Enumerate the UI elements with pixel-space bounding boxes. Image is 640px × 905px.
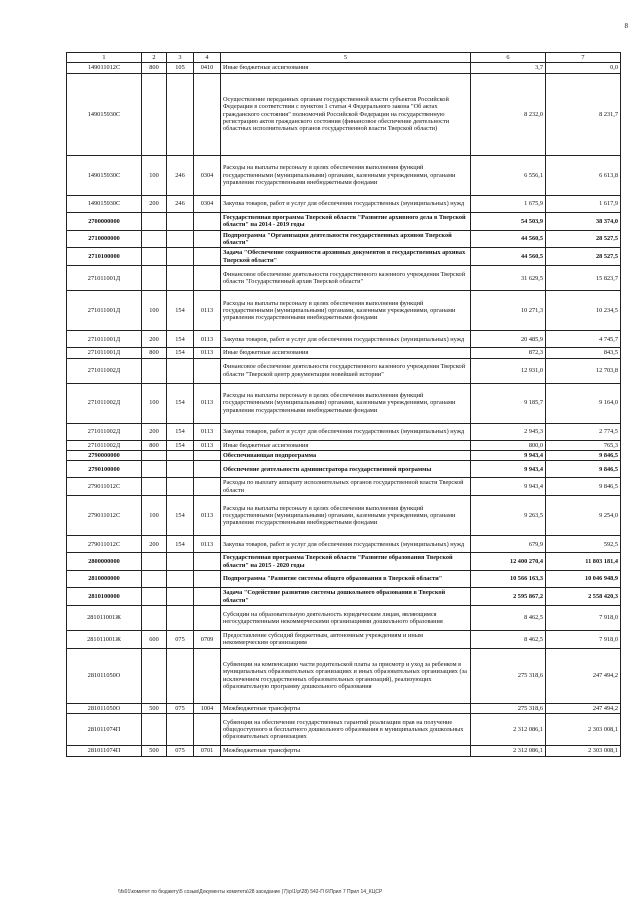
- plan-value-cell: 8 232,0: [471, 73, 546, 155]
- name-cell: Задача "Содействие развитию системы дошкольного образования в Тверской области": [221, 588, 471, 606]
- table-row: [67, 630, 621, 648]
- code-cell: 149015930С: [67, 195, 142, 212]
- table-row: [67, 195, 621, 212]
- code-cell: 271011001Д: [67, 291, 142, 331]
- table-row: [67, 291, 621, 331]
- table-row: [67, 423, 621, 440]
- col3-cell: [167, 461, 194, 478]
- name-cell: Иные бюджетные ассигнования: [221, 63, 471, 73]
- code-cell: 271011002Д: [67, 358, 142, 383]
- table-row: [67, 212, 621, 230]
- col2-cell: [142, 248, 167, 266]
- table-row: [67, 703, 621, 713]
- plan-value-cell: 44 560,5: [471, 230, 546, 248]
- col2-cell: [142, 605, 167, 630]
- code-cell: 271011001Д: [67, 331, 142, 348]
- code-cell: 279011012С: [67, 536, 142, 553]
- col4-cell: 0113: [194, 383, 221, 423]
- table-header-row: [67, 53, 621, 63]
- code-cell: 281011074П: [67, 746, 142, 756]
- col3-cell: 154: [167, 440, 194, 450]
- file-path-footer: \\fs01\комитет по бюджету\5 созыв\Документы комитета\28 заседание (7)\р\1\р\28) 542-П 6\Прил 7 Прил 14_КЦСР: [118, 889, 383, 895]
- col2-cell: [142, 451, 167, 461]
- code-cell: 2810100000: [67, 588, 142, 606]
- col2-cell: 200: [142, 195, 167, 212]
- col3-cell: [167, 648, 194, 703]
- header-cell: 6: [471, 53, 546, 63]
- col2-cell: 100: [142, 496, 167, 536]
- name-cell: Межбюджетные трансферты: [221, 703, 471, 713]
- actual-value-cell: 10 046 948,9: [546, 571, 621, 588]
- code-cell: 2710100000: [67, 248, 142, 266]
- name-cell: Подпрограмма "Развитие системы общего образования в Тверской области": [221, 571, 471, 588]
- col2-cell: 800: [142, 348, 167, 358]
- code-cell: 271011002Д: [67, 383, 142, 423]
- col4-cell: [194, 266, 221, 291]
- col4-cell: [194, 451, 221, 461]
- actual-value-cell: 247 494,2: [546, 703, 621, 713]
- code-cell: 281011050О: [67, 648, 142, 703]
- name-cell: Подпрограмма "Организация деятельности государственных архивов Тверской области": [221, 230, 471, 248]
- code-cell: 279011012С: [67, 478, 142, 496]
- col2-cell: [142, 266, 167, 291]
- col3-cell: 154: [167, 536, 194, 553]
- col4-cell: [194, 588, 221, 606]
- table-row: [67, 358, 621, 383]
- actual-value-cell: 2 558 420,3: [546, 588, 621, 606]
- col4-cell: 0701: [194, 746, 221, 756]
- actual-value-cell: 592,5: [546, 536, 621, 553]
- header-cell: 5: [221, 53, 471, 63]
- table-row: [67, 461, 621, 478]
- col3-cell: [167, 266, 194, 291]
- col3-cell: [167, 73, 194, 155]
- plan-value-cell: 20 485,9: [471, 331, 546, 348]
- name-cell: Государственная программа Тверской области "Развитие архивного дела в Тверской области" на 2014 - 2019 годы: [221, 212, 471, 230]
- name-cell: Расходы на выплаты персоналу в целях обеспечения выполнения функций государственными (муниципальными) органами, казенными учреждениями, органами управления государственными внебюджетными фондами: [221, 291, 471, 331]
- col4-cell: 0113: [194, 331, 221, 348]
- col4-cell: 0410: [194, 63, 221, 73]
- code-cell: 279011012С: [67, 496, 142, 536]
- col3-cell: [167, 212, 194, 230]
- col2-cell: 800: [142, 440, 167, 450]
- name-cell: Субсидии на образовательную деятельность юридическим лицам, являющимся негосударственными некоммерческими организациями дошкольного образования: [221, 605, 471, 630]
- col3-cell: 075: [167, 746, 194, 756]
- plan-value-cell: 1 675,9: [471, 195, 546, 212]
- code-cell: 281011001Ж: [67, 630, 142, 648]
- table-row: [67, 230, 621, 248]
- name-cell: Субвенции на компенсацию части родительской платы за присмотр и уход за ребенком в муниципальных образовательных организациях и иных образовательных организациях (за исключением государственных образовательных организаций), реализующих образовательную программу дошкольного образования: [221, 648, 471, 703]
- plan-value-cell: 2 595 867,2: [471, 588, 546, 606]
- table-row: [67, 714, 621, 746]
- name-cell: Обеспечение деятельности администратора государственной программы: [221, 461, 471, 478]
- plan-value-cell: 54 503,9: [471, 212, 546, 230]
- col4-cell: [194, 714, 221, 746]
- plan-value-cell: 275 318,6: [471, 648, 546, 703]
- table-row: [67, 588, 621, 606]
- col3-cell: [167, 571, 194, 588]
- col2-cell: 500: [142, 746, 167, 756]
- name-cell: Закупка товаров, работ и услуг для обеспечения государственных (муниципальных) нужд: [221, 536, 471, 553]
- name-cell: Финансовое обеспечение деятельности государственного казенного учреждения Тверской области "Государственный архив Тверской области": [221, 266, 471, 291]
- col4-cell: [194, 571, 221, 588]
- col4-cell: [194, 248, 221, 266]
- plan-value-cell: 9 263,5: [471, 496, 546, 536]
- col2-cell: [142, 461, 167, 478]
- plan-value-cell: 800,0: [471, 440, 546, 450]
- col3-cell: 246: [167, 155, 194, 195]
- actual-value-cell: 9 164,0: [546, 383, 621, 423]
- col4-cell: [194, 605, 221, 630]
- actual-value-cell: 2 303 008,1: [546, 714, 621, 746]
- col2-cell: [142, 553, 167, 571]
- actual-value-cell: 15 823,7: [546, 266, 621, 291]
- code-cell: 271011002Д: [67, 423, 142, 440]
- name-cell: Расходы на выплаты персоналу в целях обеспечения выполнения функций государственными (муниципальными) органами, казенными учреждениями, органами управления государственными внебюджетными фондами: [221, 383, 471, 423]
- code-cell: 149011012С: [67, 63, 142, 73]
- col3-cell: [167, 605, 194, 630]
- name-cell: Закупка товаров, работ и услуг для обеспечения государственных (муниципальных) нужд: [221, 331, 471, 348]
- col4-cell: 0113: [194, 291, 221, 331]
- table-row: [67, 440, 621, 450]
- plan-value-cell: 12 400 270,4: [471, 553, 546, 571]
- col2-cell: 500: [142, 703, 167, 713]
- plan-value-cell: 9 943,4: [471, 478, 546, 496]
- col4-cell: [194, 553, 221, 571]
- col2-cell: [142, 358, 167, 383]
- plan-value-cell: 10 566 163,3: [471, 571, 546, 588]
- plan-value-cell: 9 943,4: [471, 451, 546, 461]
- code-cell: 281011074П: [67, 714, 142, 746]
- table-row: [67, 266, 621, 291]
- actual-value-cell: 9 846,5: [546, 478, 621, 496]
- header-cell: 2: [142, 53, 167, 63]
- actual-value-cell: 28 527,5: [546, 230, 621, 248]
- table-row: [67, 383, 621, 423]
- plan-value-cell: 2 945,3: [471, 423, 546, 440]
- col4-cell: 0304: [194, 155, 221, 195]
- col4-cell: 0113: [194, 348, 221, 358]
- table-row: [67, 605, 621, 630]
- actual-value-cell: 9 846,5: [546, 461, 621, 478]
- col2-cell: [142, 478, 167, 496]
- col2-cell: 100: [142, 291, 167, 331]
- col4-cell: [194, 358, 221, 383]
- plan-value-cell: 2 312 086,1: [471, 714, 546, 746]
- actual-value-cell: 38 374,0: [546, 212, 621, 230]
- actual-value-cell: 2 303 008,1: [546, 746, 621, 756]
- actual-value-cell: 8 231,7: [546, 73, 621, 155]
- actual-value-cell: 2 774,5: [546, 423, 621, 440]
- table-row: [67, 536, 621, 553]
- code-cell: 281011001Ж: [67, 605, 142, 630]
- code-cell: 281011050О: [67, 703, 142, 713]
- budget-table: [66, 52, 621, 757]
- col2-cell: 800: [142, 63, 167, 73]
- col3-cell: [167, 714, 194, 746]
- col2-cell: 200: [142, 536, 167, 553]
- code-cell: 2800000000: [67, 553, 142, 571]
- col3-cell: 154: [167, 496, 194, 536]
- name-cell: Закупка товаров, работ и услуг для обеспечения государственных (муниципальных) нужд: [221, 423, 471, 440]
- col2-cell: [142, 588, 167, 606]
- col3-cell: 105: [167, 63, 194, 73]
- col4-cell: 0304: [194, 195, 221, 212]
- name-cell: Осуществление переданных органам государственной власти субъектов Российской Федерации в соответствии с пунктом 1 статьи 4 Федерального закона "Об актах гражданского состояния" полномочий Российской Федерации на государственную регистрацию актов гражданского состояния (финансовое обеспечение деятельности областных исполнительных органов государственной власти Тверской области): [221, 73, 471, 155]
- actual-value-cell: 1 617,9: [546, 195, 621, 212]
- col3-cell: 154: [167, 331, 194, 348]
- name-cell: Субвенции на обеспечение государственных гарантий реализации прав на получение общедоступного и бесплатного дошкольного образования в муниципальных дошкольных образовательных организациях: [221, 714, 471, 746]
- name-cell: Расходы по выплату аппарату исполнительных органов государственной власти Тверской области: [221, 478, 471, 496]
- code-cell: 149015930С: [67, 73, 142, 155]
- plan-value-cell: 9 185,7: [471, 383, 546, 423]
- col3-cell: [167, 553, 194, 571]
- col2-cell: 200: [142, 423, 167, 440]
- col4-cell: [194, 461, 221, 478]
- name-cell: Обеспечивающая подпрограмма: [221, 451, 471, 461]
- col2-cell: [142, 571, 167, 588]
- code-cell: 2710000000: [67, 230, 142, 248]
- col2-cell: [142, 714, 167, 746]
- code-cell: 2810000000: [67, 571, 142, 588]
- col3-cell: 075: [167, 630, 194, 648]
- col3-cell: 154: [167, 291, 194, 331]
- plan-value-cell: 9 943,4: [471, 461, 546, 478]
- plan-value-cell: 872,3: [471, 348, 546, 358]
- actual-value-cell: 0,0: [546, 63, 621, 73]
- plan-value-cell: 3,7: [471, 63, 546, 73]
- actual-value-cell: 7 918,0: [546, 630, 621, 648]
- col3-cell: [167, 248, 194, 266]
- table-row: [67, 746, 621, 756]
- name-cell: Закупка товаров, работ и услуг для обеспечения государственных (муниципальных) нужд: [221, 195, 471, 212]
- actual-value-cell: 28 527,5: [546, 248, 621, 266]
- actual-value-cell: 765,3: [546, 440, 621, 450]
- header-cell: 4: [194, 53, 221, 63]
- actual-value-cell: 9 254,0: [546, 496, 621, 536]
- code-cell: 149015930С: [67, 155, 142, 195]
- col2-cell: [142, 230, 167, 248]
- plan-value-cell: 6 556,1: [471, 155, 546, 195]
- col4-cell: [194, 230, 221, 248]
- table-row: [67, 331, 621, 348]
- code-cell: 271011002Д: [67, 440, 142, 450]
- col4-cell: 0113: [194, 496, 221, 536]
- col4-cell: 0709: [194, 630, 221, 648]
- code-cell: 271011001Д: [67, 348, 142, 358]
- code-cell: 271011001Д: [67, 266, 142, 291]
- col4-cell: [194, 478, 221, 496]
- name-cell: Государственная программа Тверской области "Развитие образования Тверской области" на 2015 - 2020 годы: [221, 553, 471, 571]
- table-row: [67, 571, 621, 588]
- code-cell: 2790000000: [67, 451, 142, 461]
- header-cell: 7: [546, 53, 621, 63]
- table-row: [67, 348, 621, 358]
- col3-cell: [167, 358, 194, 383]
- col3-cell: 246: [167, 195, 194, 212]
- actual-value-cell: 7 918,0: [546, 605, 621, 630]
- plan-value-cell: 44 560,5: [471, 248, 546, 266]
- col4-cell: 0113: [194, 536, 221, 553]
- col2-cell: 100: [142, 383, 167, 423]
- name-cell: Финансовое обеспечение деятельности государственного казенного учреждения Тверской области "Тверской центр документации новейшей истории": [221, 358, 471, 383]
- table-row: [67, 155, 621, 195]
- header-cell: 1: [67, 53, 142, 63]
- table-row: [67, 496, 621, 536]
- name-cell: Расходы на выплаты персоналу в целях обеспечения выполнения функций государственными (муниципальными) органами, казенными учреждениями, органами управления государственными внебюджетными фондами: [221, 496, 471, 536]
- col3-cell: [167, 588, 194, 606]
- col2-cell: [142, 648, 167, 703]
- table-row: [67, 478, 621, 496]
- name-cell: Задача "Обеспечение сохранности архивных документов в государственных архивах Тверской области": [221, 248, 471, 266]
- table-row: [67, 648, 621, 703]
- actual-value-cell: 4 745,7: [546, 331, 621, 348]
- table-row: [67, 451, 621, 461]
- plan-value-cell: 8 462,5: [471, 630, 546, 648]
- table-row: [67, 553, 621, 571]
- code-cell: 2700000000: [67, 212, 142, 230]
- actual-value-cell: 12 703,8: [546, 358, 621, 383]
- actual-value-cell: 843,5: [546, 348, 621, 358]
- col2-cell: [142, 212, 167, 230]
- actual-value-cell: 9 846,5: [546, 451, 621, 461]
- plan-value-cell: 275 318,6: [471, 703, 546, 713]
- col3-cell: 154: [167, 383, 194, 423]
- col2-cell: 200: [142, 331, 167, 348]
- code-cell: 2790100000: [67, 461, 142, 478]
- plan-value-cell: 2 312 086,1: [471, 746, 546, 756]
- col4-cell: [194, 648, 221, 703]
- col3-cell: [167, 230, 194, 248]
- name-cell: Межбюджетные трансферты: [221, 746, 471, 756]
- name-cell: Расходы на выплаты персоналу в целях обеспечения выполнения функций государственными (муниципальными) органами, казенными учреждениями, органами управления государственными внебюджетными фондами: [221, 155, 471, 195]
- col4-cell: 1004: [194, 703, 221, 713]
- table-row: [67, 63, 621, 73]
- col2-cell: [142, 73, 167, 155]
- page-number: 8: [624, 22, 628, 30]
- col3-cell: [167, 451, 194, 461]
- table-row: [67, 73, 621, 155]
- col4-cell: 0113: [194, 423, 221, 440]
- actual-value-cell: 11 803 181,4: [546, 553, 621, 571]
- plan-value-cell: 679,9: [471, 536, 546, 553]
- col4-cell: 0113: [194, 440, 221, 450]
- plan-value-cell: 31 629,5: [471, 266, 546, 291]
- col4-cell: [194, 212, 221, 230]
- col3-cell: 154: [167, 423, 194, 440]
- col2-cell: 100: [142, 155, 167, 195]
- name-cell: Иные бюджетные ассигнования: [221, 348, 471, 358]
- header-cell: 3: [167, 53, 194, 63]
- col3-cell: [167, 478, 194, 496]
- name-cell: Иные бюджетные ассигнования: [221, 440, 471, 450]
- name-cell: Предоставление субсидий бюджетным, автономным учреждениям и иным некоммерческим организациям: [221, 630, 471, 648]
- plan-value-cell: 10 271,3: [471, 291, 546, 331]
- actual-value-cell: 247 494,2: [546, 648, 621, 703]
- col4-cell: [194, 73, 221, 155]
- plan-value-cell: 12 931,0: [471, 358, 546, 383]
- col2-cell: 600: [142, 630, 167, 648]
- plan-value-cell: 8 462,5: [471, 605, 546, 630]
- actual-value-cell: 10 234,5: [546, 291, 621, 331]
- table-row: [67, 248, 621, 266]
- col3-cell: 154: [167, 348, 194, 358]
- col3-cell: 075: [167, 703, 194, 713]
- actual-value-cell: 6 613,8: [546, 155, 621, 195]
